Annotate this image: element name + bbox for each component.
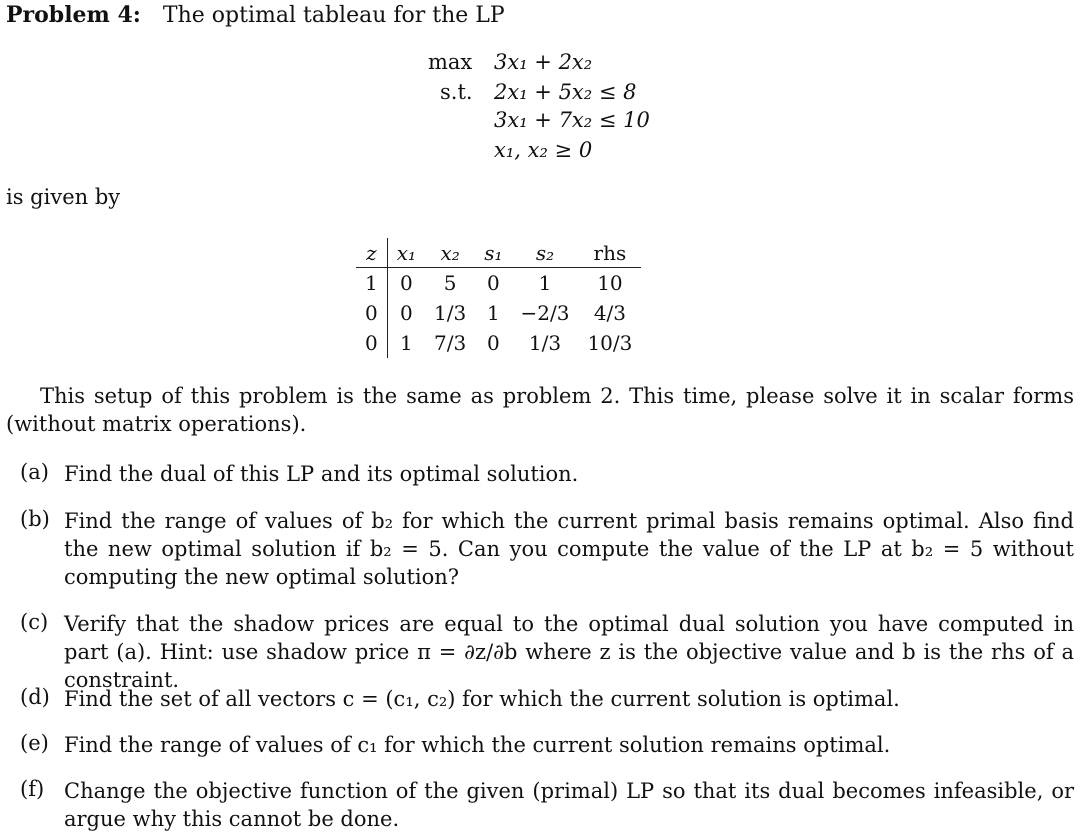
tableau-cell: 1 [400,331,413,355]
tableau-header: s₂ [512,238,579,268]
st-label: s.t. [440,80,473,104]
objective-row [494,50,592,74]
constraint-1: 2x₁ + 5x₂ ≤ 8 [494,80,637,104]
part-label: (a) [20,460,49,484]
problem-title: The optimal tableau for the LP [162,3,505,28]
tableau-cell: 0 [400,271,413,295]
part-f [20,777,1074,833]
part-e [20,731,1074,759]
tableau-cell: 4/3 [593,301,626,325]
given-by-text: is given by [6,185,121,209]
constraint-3: x₁, x₂ ≥ 0 [494,138,593,162]
part-a [20,460,1074,488]
tableau-cell: 0 [356,328,387,358]
part-d [20,685,1074,713]
tableau-header-row [356,238,641,268]
part-label: (d) [20,685,50,709]
tableau-cell: 0 [486,331,500,355]
constraint-2: 3x₁ + 7x₂ ≤ 10 [494,108,650,132]
part-b [20,507,1074,591]
part-label: (c) [20,610,49,634]
tableau-header: s₁ [475,238,511,268]
tableau-cell: 0 [356,298,387,328]
tableau-cell: 1/3 [528,331,562,355]
problem-header [6,2,505,28]
tableau-header: rhs [578,238,641,268]
intro-paragraph: This setup of this problem is the same as problem 2. This time, please solve it in scalar forms (without matrix operations). [6,384,1074,436]
part-c [20,610,1074,694]
tableau-cell: 5 [443,271,457,295]
tableau-cell: 1 [486,301,500,325]
part-label: (e) [20,731,49,755]
tableau-row [356,268,641,299]
tableau-header: z [356,238,387,268]
st-row [440,80,473,104]
part-text: Find the set of all vectors c = (c₁, c₂) for which the current solution is optimal. [64,687,900,711]
objective: 3x₁ + 2x₂ [494,50,593,74]
max-label: max [428,50,473,74]
tableau-cell: 7/3 [434,331,467,355]
tableau-cell: 1 [356,268,387,299]
lp-max-row [428,50,472,74]
tableau-cell: 0 [486,271,500,295]
part-text: Find the range of values of b₂ for which the current primal basis remains optimal. Also find the new optimal solution if b₂ = 5. Can you compute the value of the LP at b₂ = 5 without computing the new optimal solution? [64,509,1074,589]
part-text: Change the objective function of the given (primal) LP so that its dual becomes infeasible, or argue why this cannot be done. [64,779,1074,831]
tableau-row [356,298,641,328]
part-text: Verify that the shadow prices are equal to the optimal dual solution you have computed in part (a). Hint: use shadow price π = ∂z/∂b where z is the objective value and b is the rhs of a constraint. [64,612,1074,692]
problem-label: Problem 4: [6,2,141,28]
tableau-cell: −2/3 [520,301,570,325]
part-text: Find the dual of this LP and its optimal solution. [64,462,579,486]
tableau-cell: 1/3 [434,301,467,325]
tableau-cell: 1 [538,271,552,295]
tableau-header: x₁ [387,238,425,268]
tableau-cell: 0 [400,301,413,325]
optimal-tableau [356,238,641,358]
tableau-header: x₂ [425,238,475,268]
tableau-row [356,328,641,358]
tableau-cell: 10 [597,271,623,295]
part-label: (b) [20,507,50,531]
part-text: Find the range of values of c₁ for which the current solution remains optimal. [64,733,891,757]
part-label: (f) [20,777,45,801]
tableau-cell: 10/3 [587,331,633,355]
